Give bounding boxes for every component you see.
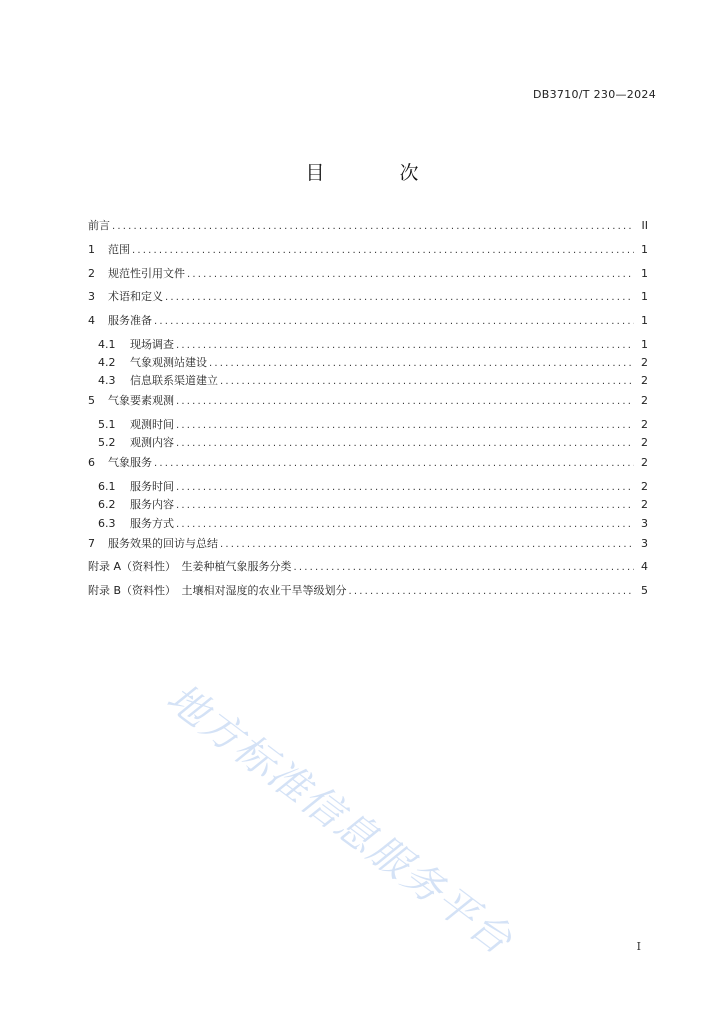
toc-leader-dots <box>209 358 634 369</box>
toc-entry[interactable] <box>88 392 648 411</box>
toc-entry[interactable] <box>88 354 648 369</box>
toc-entry-number: 6.3 <box>98 516 116 530</box>
toc-entry[interactable] <box>88 217 648 236</box>
toc-entry-page: 1 <box>641 266 648 280</box>
toc-entry-page: 5 <box>641 584 648 598</box>
toc-leader-dots <box>176 500 634 511</box>
toc-leader-dots <box>154 316 634 327</box>
toc-entry-number: 6.1 <box>98 480 116 494</box>
toc-entry-number: 4.2 <box>98 356 116 370</box>
toc-entry-page: 3 <box>641 536 648 550</box>
toc-leader-dots <box>176 340 634 351</box>
toc-entry-page: 3 <box>641 516 648 530</box>
toc-entry-number: 7 <box>88 536 95 550</box>
toc-entry-page: 1 <box>641 314 648 328</box>
toc-entry-page: 2 <box>641 418 648 432</box>
toc-entry-label: 服务时间 <box>130 480 174 494</box>
toc-entry-page: 1 <box>641 242 648 256</box>
toc-entry[interactable] <box>88 515 648 530</box>
toc-entry[interactable] <box>88 265 648 284</box>
toc-entry-number: 4.1 <box>98 337 116 351</box>
toc-entry[interactable] <box>88 535 648 554</box>
toc-leader-dots <box>349 586 634 597</box>
toc-entry-label: 术语和定义 <box>108 290 163 304</box>
toc-entry-number: 6.2 <box>98 498 116 512</box>
toc-entry-label: 服务准备 <box>108 314 152 328</box>
toc-entry-label: 信息联系渠道建立 <box>130 374 218 388</box>
toc-entry[interactable] <box>88 558 648 577</box>
toc-leader-dots <box>176 420 634 431</box>
toc-entry-label: 规范性引用文件 <box>108 266 185 280</box>
toc-leader-dots <box>220 539 634 550</box>
toc-entry-label: 附录 B（资料性） 土壤相对湿度的农业干旱等级划分 <box>88 584 347 598</box>
toc-entry-page: 2 <box>641 456 648 470</box>
toc-entry-page: 1 <box>641 337 648 351</box>
toc-entry-label: 附录 A（资料性） 生姜种植气象服务分类 <box>88 560 292 574</box>
toc-title: 目 次 <box>305 162 447 184</box>
toc-entry-label: 范围 <box>108 242 130 256</box>
toc-leader-dots <box>165 292 634 303</box>
toc-leader-dots <box>176 519 634 530</box>
toc-entry-number: 2 <box>88 266 95 280</box>
toc-entry[interactable] <box>88 336 648 351</box>
toc-entry-page: 2 <box>641 480 648 494</box>
toc-entry-label: 观测内容 <box>130 436 174 450</box>
toc-entry-page: 2 <box>641 374 648 388</box>
toc-entry-page: 2 <box>641 498 648 512</box>
toc-entry-label: 观测时间 <box>130 418 174 432</box>
page-number: I <box>636 940 641 953</box>
toc-leader-dots <box>132 245 634 256</box>
toc-entry[interactable] <box>88 288 648 307</box>
toc-entry-page: 2 <box>641 436 648 450</box>
watermark: 地方标准信息服务平台 <box>158 674 522 965</box>
toc-leader-dots <box>176 438 634 449</box>
toc-entry-label: 服务方式 <box>130 516 174 530</box>
toc-entry[interactable] <box>88 434 648 449</box>
toc-entry[interactable] <box>88 241 648 260</box>
toc-entry-label: 现场调查 <box>130 337 174 351</box>
toc-entry[interactable] <box>88 496 648 511</box>
toc-leader-dots <box>294 562 634 573</box>
toc-entry-number: 3 <box>88 290 95 304</box>
toc-entry-page: II <box>641 219 648 232</box>
toc-entry[interactable] <box>88 312 648 331</box>
toc-entry-label: 气象观测站建设 <box>130 356 207 370</box>
toc-leader-dots <box>154 458 634 469</box>
toc-entry[interactable] <box>88 416 648 431</box>
toc-leader-dots <box>220 376 634 387</box>
document-code: DB3710/T 230—2024 <box>532 88 656 101</box>
toc-entry-number: 6 <box>88 456 95 470</box>
toc-entry-label: 服务内容 <box>130 498 174 512</box>
toc-leader-dots <box>187 269 634 280</box>
toc-entry-label: 前言 <box>88 219 110 232</box>
toc-entry-number: 1 <box>88 242 95 256</box>
toc-leader-dots <box>176 482 634 493</box>
toc-entry-number: 4 <box>88 314 95 328</box>
toc-leader-dots <box>176 396 634 407</box>
toc-leader-dots <box>112 221 634 232</box>
toc-entry-number: 5.1 <box>98 418 116 432</box>
toc-entry-number: 5 <box>88 394 95 408</box>
toc-entry[interactable] <box>88 478 648 493</box>
toc-entry-page: 1 <box>641 290 648 304</box>
toc-entry[interactable] <box>88 582 648 601</box>
toc-entry[interactable] <box>88 372 648 387</box>
toc-entry-label: 气象要素观测 <box>108 394 174 408</box>
toc-entry-number: 4.3 <box>98 374 116 388</box>
toc-entry-page: 2 <box>641 394 648 408</box>
toc-entry-label: 服务效果的回访与总结 <box>108 536 218 550</box>
toc-entry-label: 气象服务 <box>108 456 152 470</box>
table-of-contents <box>88 217 648 606</box>
toc-entry-number: 5.2 <box>98 436 116 450</box>
toc-entry-page: 2 <box>641 356 648 370</box>
toc-entry-page: 4 <box>641 560 648 574</box>
toc-entry[interactable] <box>88 454 648 473</box>
